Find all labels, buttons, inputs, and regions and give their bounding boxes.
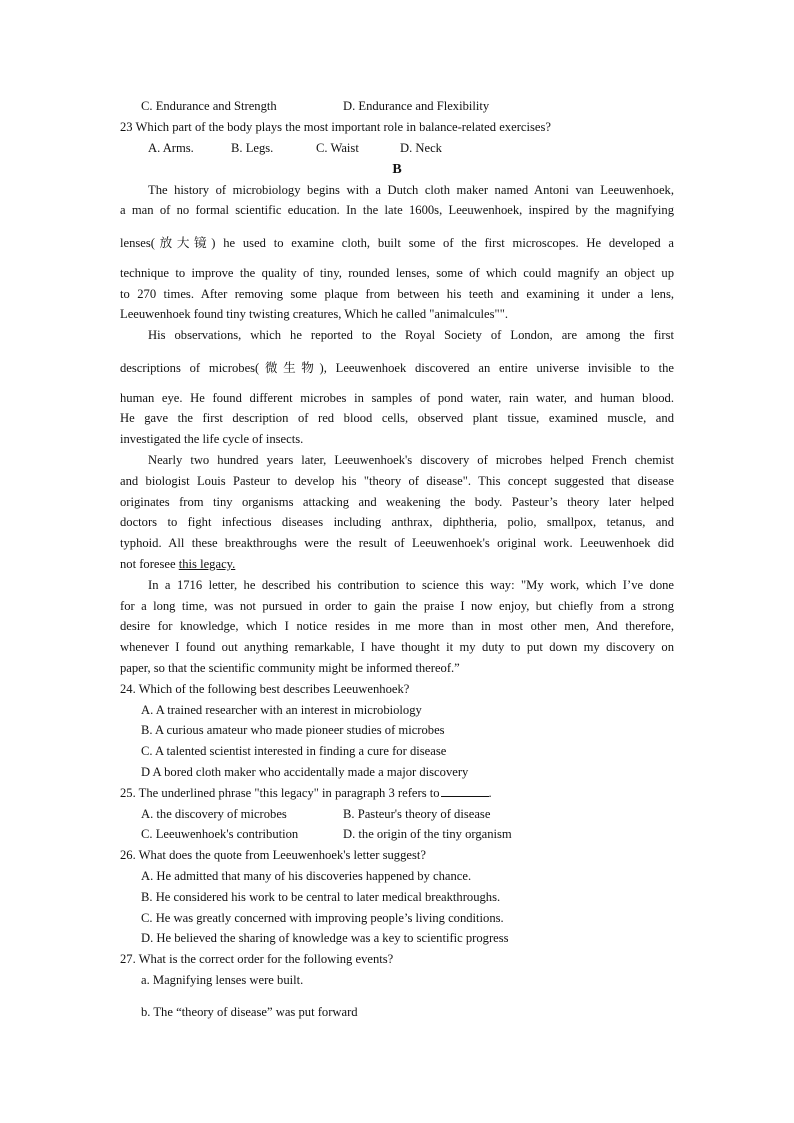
section-heading: B (392, 162, 402, 177)
q24-question: 24. Which of the following best describes Leeuwenhoek? (120, 682, 410, 696)
q24-option-c: C. A talented scientist interested in finding a cure for disease (141, 744, 447, 758)
q23-option-b: B. Legs. (231, 141, 274, 155)
q27-question: 27. What is the correct order for the following events? (120, 952, 394, 966)
passage-line: technique to improve the quality of tiny, rounded lenses, some of which could magnify an object up (120, 266, 674, 280)
q23-option-a: A. Arms. (148, 141, 194, 155)
q22-option-d: D. Endurance and Flexibility (343, 99, 490, 113)
q25-question-text: 25. The underlined phrase "this legacy" in paragraph 3 refers to (120, 786, 440, 800)
passage-line: Nearly two hundred years later, Leeuwenhoek's discovery of microbes helped French chemist (148, 453, 674, 467)
q25-option-a: A. the discovery of microbes (141, 807, 287, 821)
q26-option-d: D. He believed the sharing of knowledge was a key to scientific progress (141, 931, 509, 945)
passage-line: whenever I found out anything remarkable, I have thought it my duty to put down my discovery on (120, 640, 674, 654)
passage-line: desire for knowledge, which I notice resides in me more than in most other men, And therefore, (120, 619, 674, 633)
q25-question-end: . (488, 786, 492, 800)
q24-option-a: A. A trained researcher with an interest in microbiology (141, 703, 422, 717)
q25-question (120, 785, 492, 801)
q27-event-a: a. Magnifying lenses were built. (141, 973, 304, 987)
q23-option-c: C. Waist (316, 141, 359, 155)
passage-line: to 270 times. After removing some plaque from between his teeth and examining it under a lens, (120, 287, 674, 301)
passage-line: Leeuwenhoek found tiny twisting creatures, Which he called "animalcules"". (120, 307, 508, 321)
q26-option-a: A. He admitted that many of his discoveries happened by chance. (141, 869, 472, 883)
q25-option-d: D. the origin of the tiny organism (343, 827, 512, 841)
passage-line: a man of no formal scientific education. In the late 1600s, Leeuwenhoek, inspired by the magnifying (120, 203, 674, 217)
q25-option-c: C. Leeuwenhoek's contribution (141, 827, 299, 841)
passage-line: human eye. He found different microbes in samples of pond water, rain water, and human blood. (120, 391, 674, 405)
passage-line: for a long time, was not pursued in order to gain the praise I now enjoy, but chiefly from a strong (120, 599, 674, 613)
q27-event-b: b. The “theory of disease” was put forward (141, 1005, 358, 1019)
q26-option-c: C. He was greatly concerned with improving people’s living conditions. (141, 911, 504, 925)
passage-line: paper, so that the scientific community might be informed thereof.” (120, 661, 460, 675)
passage-line (120, 556, 235, 572)
q25-option-b: B. Pasteur's theory of disease (343, 807, 491, 821)
passage-line: and biologist Louis Pasteur to develop his "theory of disease". This concept suggested that disease (120, 474, 674, 488)
underlined-phrase: this legacy. (178, 557, 236, 571)
answer-blank (441, 785, 489, 797)
q23-question: 23 Which part of the body plays the most important role in balance-related exercises? (120, 120, 551, 134)
q26-question: 26. What does the quote from Leeuwenhoek's letter suggest? (120, 848, 426, 862)
passage-line: The history of microbiology begins with a Dutch cloth maker named Antoni van Leeuwenhoek, (148, 183, 674, 197)
passage-line: doctors to fight infectious diseases including anthrax, diphtheria, polio, smallpox, tetanus, and (120, 515, 674, 529)
passage-line: lenses(放大镜) he used to examine cloth, built some of the first microscopes. He developed a (120, 236, 674, 250)
q26-option-b: B. He considered his work to be central to later medical breakthroughs. (141, 890, 501, 904)
passage-line: originates from tiny organisms attacking and weakening the body. Pasteur’s theory later helped (120, 495, 674, 509)
passage-line: investigated the life cycle of insects. (120, 432, 304, 446)
passage-line: In a 1716 letter, he described his contribution to science this way: "My work, which I’ve done (148, 578, 674, 592)
passage-line: He gave the first description of red blood cells, observed plant tissue, examined muscle, and (120, 411, 674, 425)
q24-option-b: B. A curious amateur who made pioneer studies of microbes (141, 723, 445, 737)
passage-line: descriptions of microbes(微生物), Leeuwenhoek discovered an entire universe invisible to the (120, 361, 674, 375)
passage-line: typhoid. All these breakthroughs were the result of Leeuwenhoek's original work. Leeuwenhoek did (120, 536, 674, 550)
passage-text: not foresee (120, 557, 179, 571)
q23-option-d: D. Neck (400, 141, 442, 155)
q22-option-c: C. Endurance and Strength (141, 99, 277, 113)
q24-option-d: D A bored cloth maker who accidentally made a major discovery (141, 765, 469, 779)
passage-line: His observations, which he reported to the Royal Society of London, are among the first (148, 328, 674, 342)
